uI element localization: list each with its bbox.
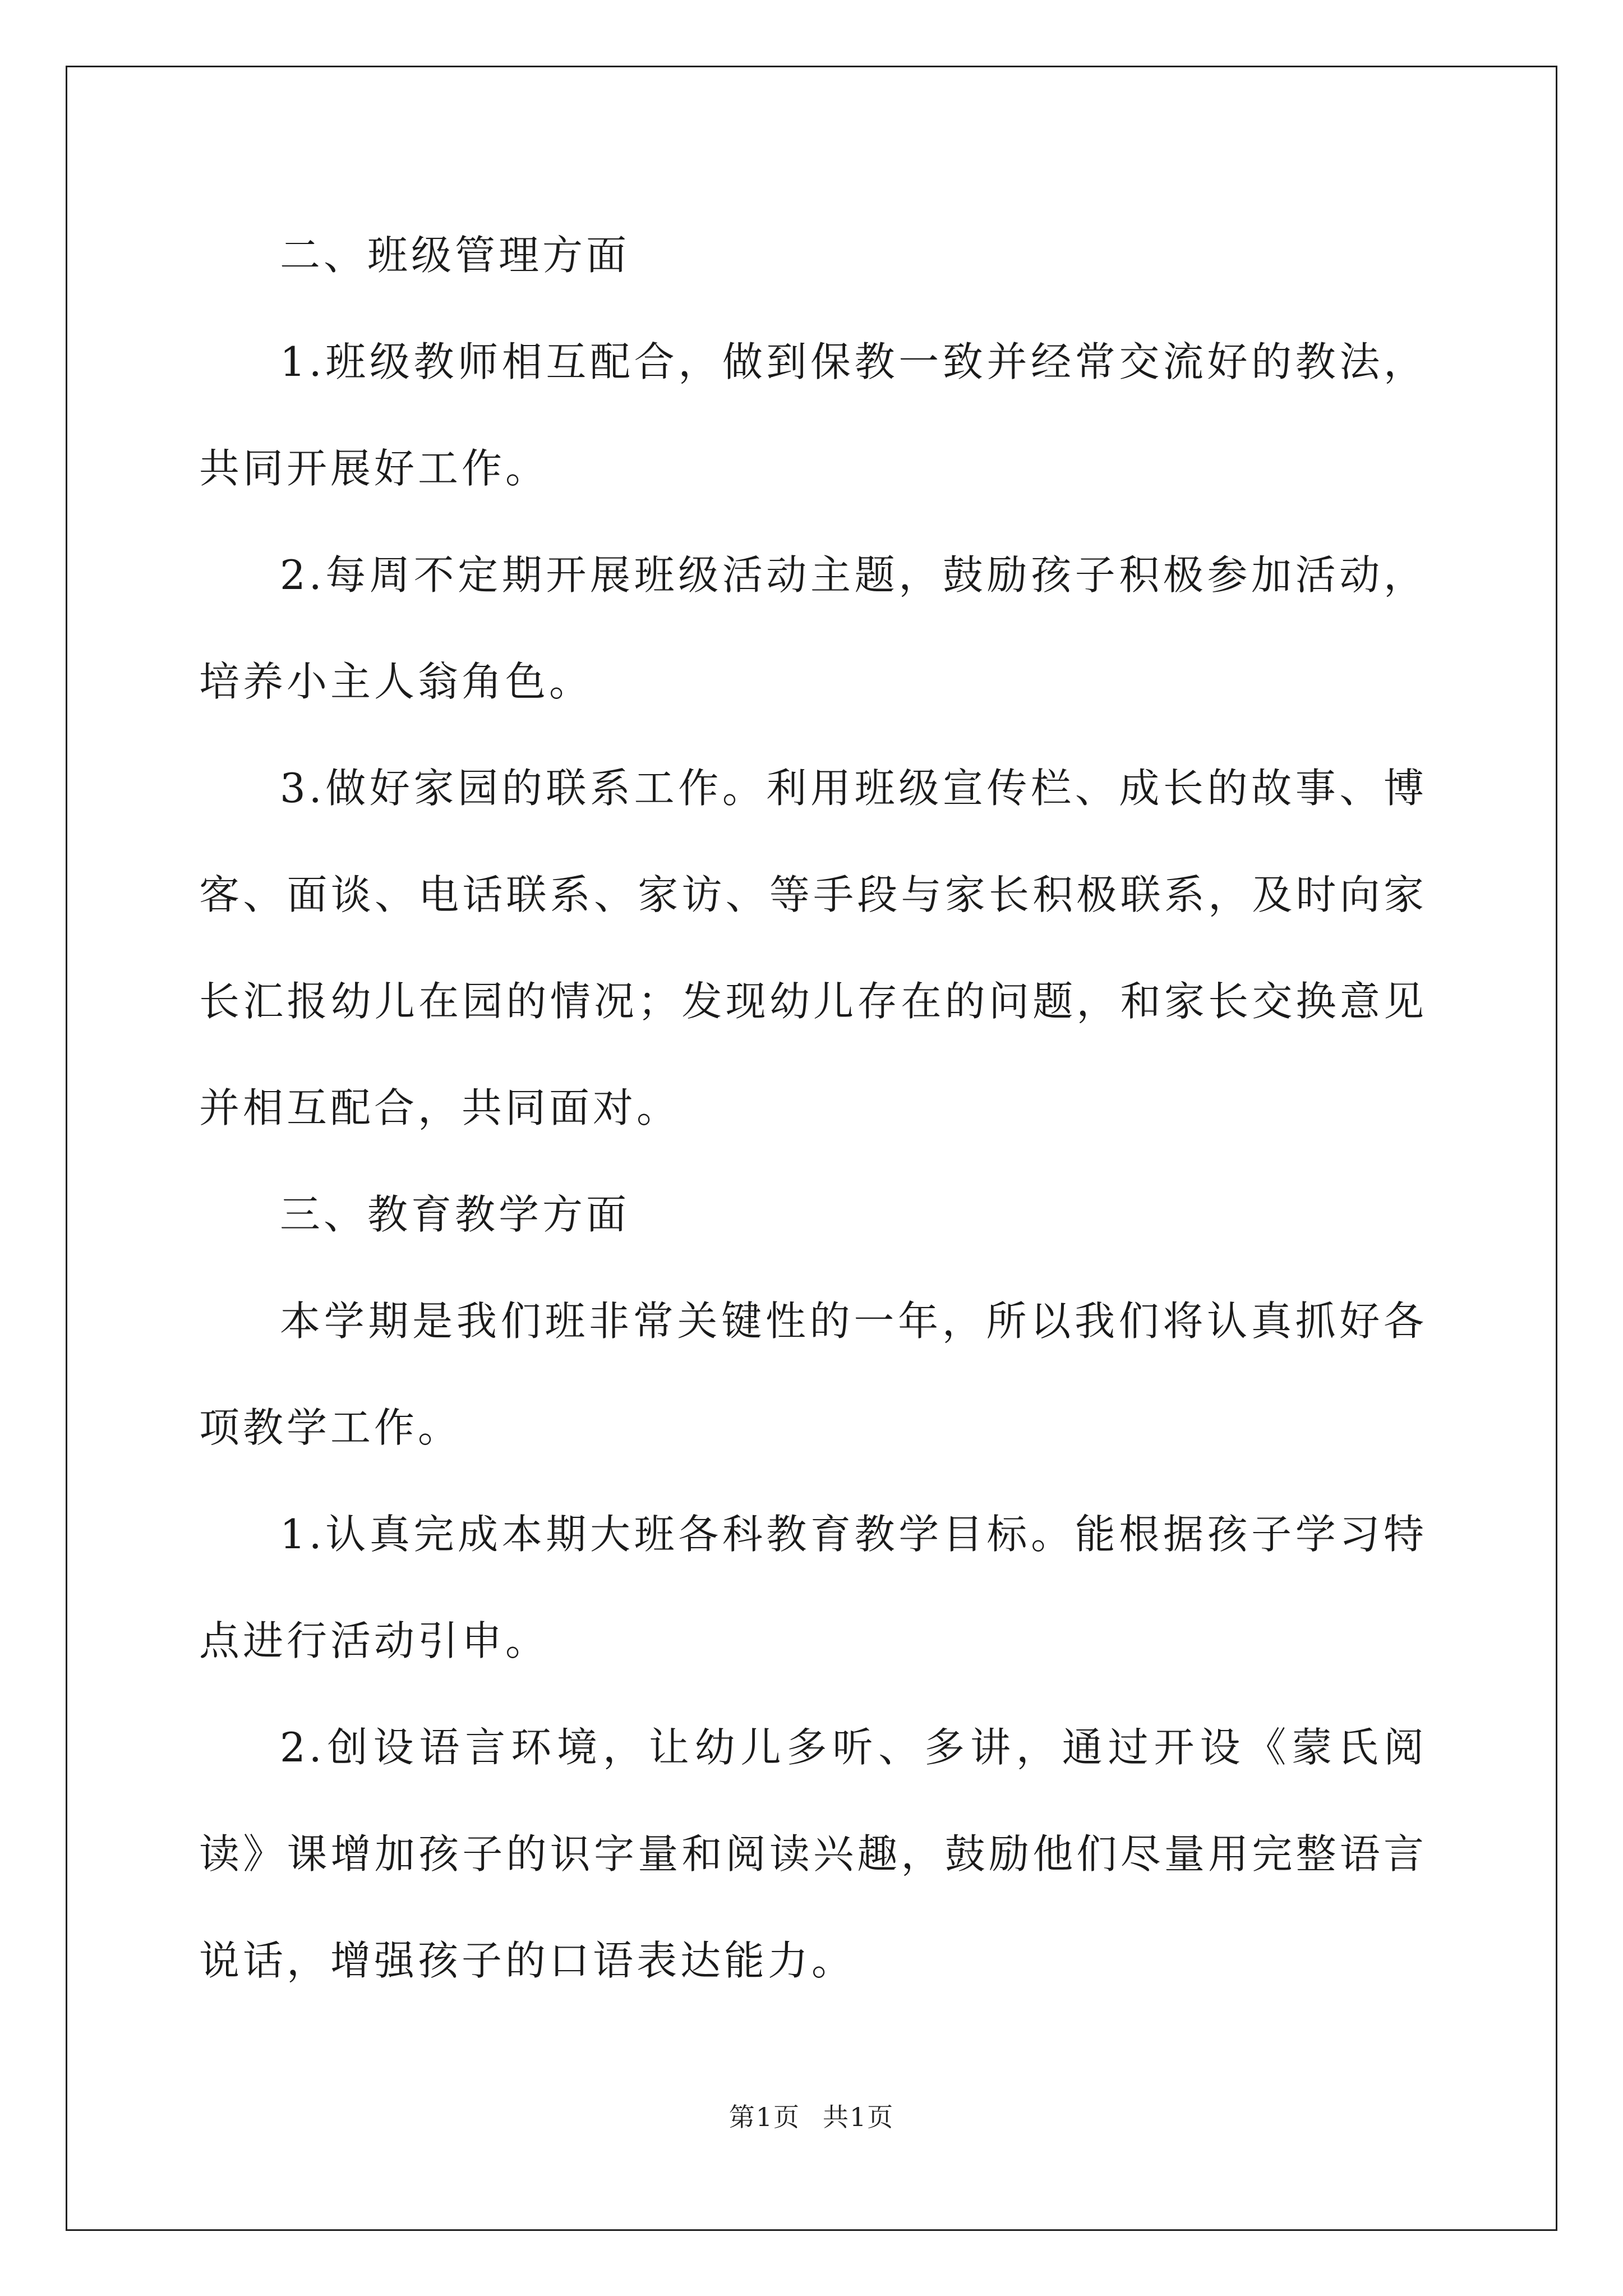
document-body xyxy=(199,202,1427,2014)
section-heading-education-teaching: 三、教育教学方面 xyxy=(280,1191,630,1238)
paragraph-item-1: 1.班级教师相互配合，做到保教一致并经常交流好的教法，共同开展好工作。 xyxy=(199,338,1427,492)
page-total: 共1页 xyxy=(823,2102,895,2132)
paragraph-teaching-item-2: 2.创设语言环境，让幼儿多听、多讲，通过开设《蒙氏阅读》课增加孩子的识字量和阅读兴趣，鼓励他们尽量用完整语言说话，增强孩子的口语表达能力。 xyxy=(199,1724,1427,1984)
paragraph-teaching-item-1: 1.认真完成本期大班各科教育教学目标。能根据孩子学习特点进行活动引申。 xyxy=(199,1511,1427,1664)
paragraph-intro: 本学期是我们班非常关键性的一年，所以我们将认真抓好各项教学工作。 xyxy=(199,1297,1427,1451)
paragraph-item-3: 3.做好家园的联系工作。利用班级宣传栏、成长的故事、博客、面谈、电话联系、家访、等手段与家长积极联系，及时向家长汇报幼儿在园的情况；发现幼儿存在的问题，和家长交换意见并相互配合，共同面对。 xyxy=(199,765,1427,1131)
page-number: 第1页 xyxy=(728,2102,800,2132)
page-footer xyxy=(0,2097,1623,2134)
section-heading-class-management: 二、班级管理方面 xyxy=(280,232,630,279)
paragraph-item-2: 2.每周不定期开展班级活动主题，鼓励孩子积极参加活动，培养小主人翁角色。 xyxy=(199,551,1427,705)
